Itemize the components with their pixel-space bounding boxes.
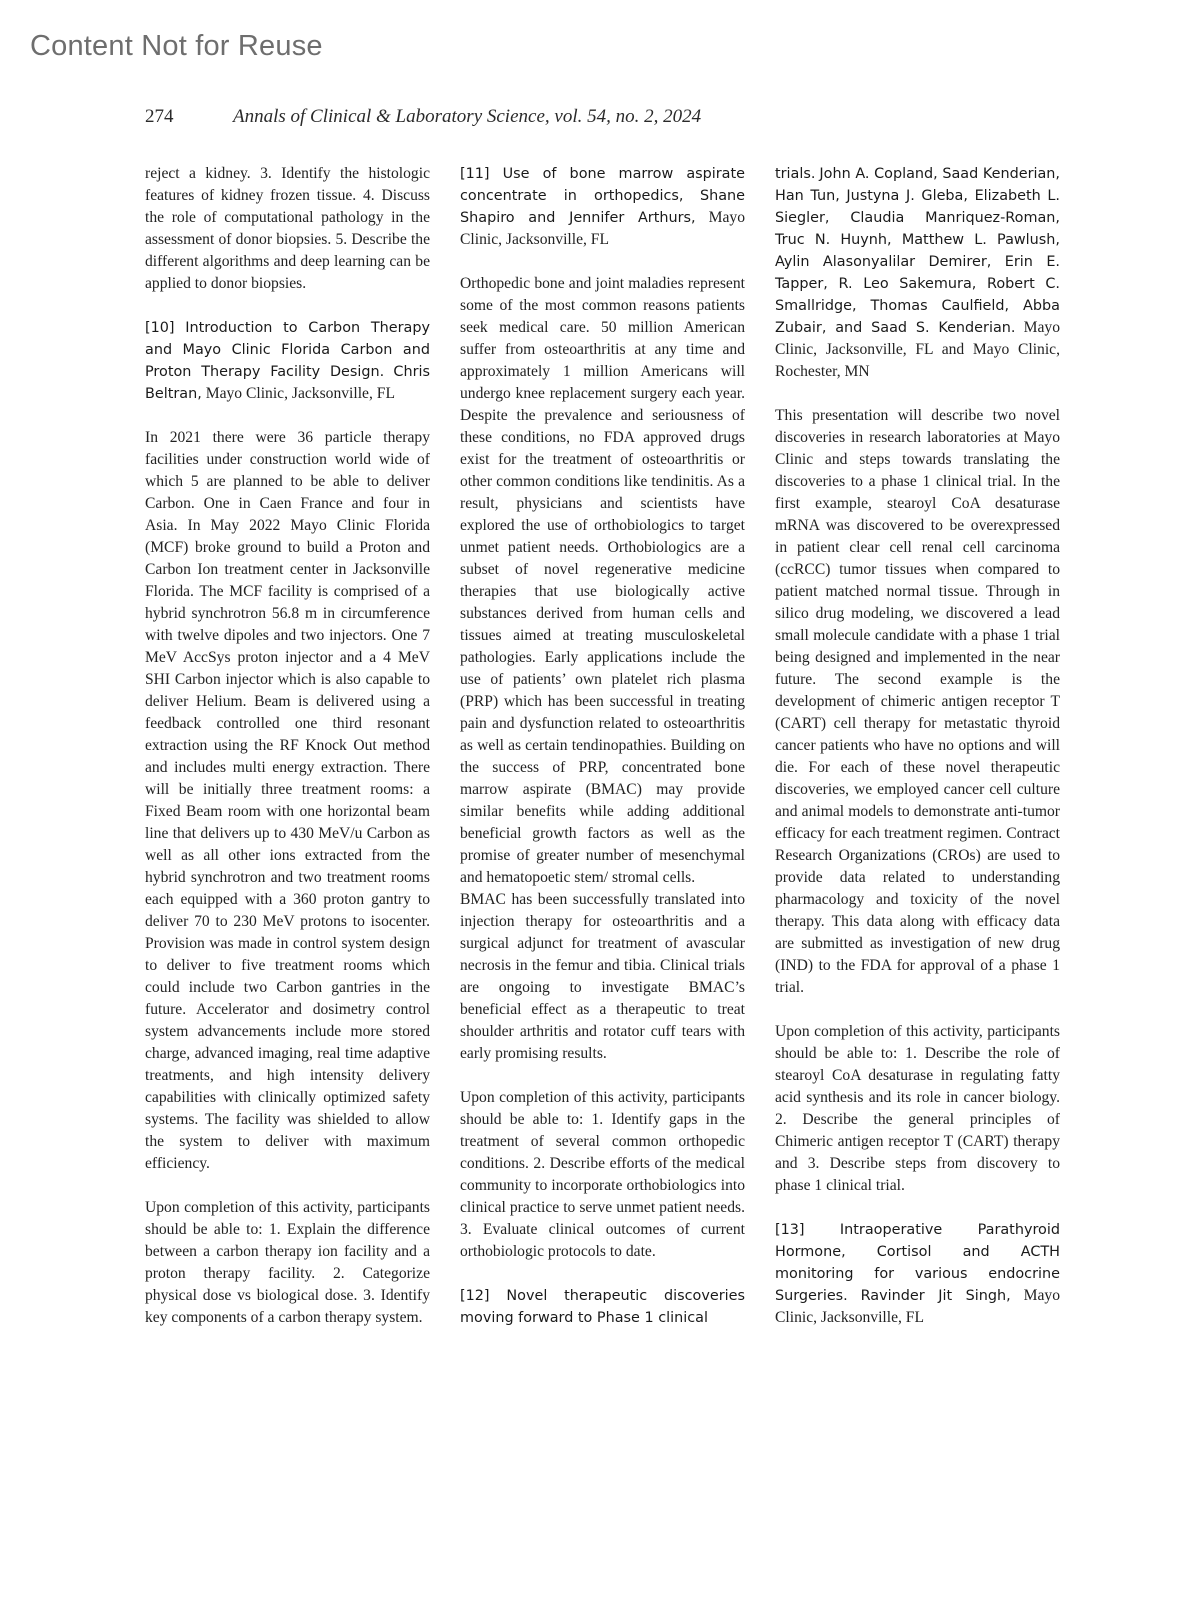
journal-title: Annals of Clinical & Laboratory Science, vol. 54, no. 2, 2024: [233, 106, 702, 127]
abstract-10-title: [10] Introduction to Carbon Therapy and Mayo Clinic Florida Carbon and Proton Therapy Facility Design.: [145, 320, 430, 380]
abstract-13-affiliation: Mayo Clinic, Jacksonville, FL: [775, 1287, 1060, 1326]
abstract-12-title-start: [12] Novel therapeutic discoveries moving forward to Phase 1 clinical: [460, 1288, 745, 1326]
abstract-11-objectives: Upon completion of this activity, participants should be able to: 1. Identify gaps in the treatment of several common orthopedic conditions. 2. Describe efforts of the medical community to incorporate orthobiologics into clinical practice to serve unmet patient needs. 3. Evaluate clinical outcomes of current orthobiologic protocols to date.: [460, 1089, 745, 1260]
abstract-13-heading: [775, 1219, 1060, 1329]
column-middle: [460, 163, 745, 1329]
running-header: [145, 106, 745, 128]
abstract-12-affiliation: Mayo Clinic, Jacksonville, FL and Mayo Clinic, Rochester, MN: [775, 319, 1060, 380]
abstract-10-body: In 2021 there were 36 particle therapy facilities under construction world wide of which 5 are planned to be able to deliver Carbon. One in Caen France and four in Asia. In May 2022 Mayo Clinic Florida (MCF) broke ground to build a Proton and Carbon Ion treatment center in Jacksonville Florida. The MCF facility is comprised of a hybrid synchrotron 56.8 m in circumference with twelve dipoles and two injectors. One 7 MeV AccSys proton injector and a 4 MeV SHI Carbon injector which is also capable to deliver Helium. Beam is delivered using a feedback controlled one third resonant extraction using the RF Knock Out method and includes multi energy extraction. There will be initially three treatment rooms: a Fixed Beam room with one horizontal beam line that delivers up to 430 MeV/u Carbon as well as all other ions extracted from the hybrid synchrotron and two treatment rooms each equipped with a 360 proton gantry to deliver 70 to 230 MeV protons to isocenter. Provision was made in control system design to deliver to five treatment rooms which could include two Carbon gantries in the future. Accelerator and dosimetry control system advancements include more stored charge, advanced imaging, real time adaptive treatments, and high intensity delivery capabilities with clinically optimized safety systems. The facility was shielded to allow the system to deliver with maximum efficiency.: [145, 429, 430, 1172]
abstract-10-authors: Chris Beltran,: [145, 364, 430, 402]
abstract-12-title-end: trials.: [775, 166, 816, 182]
abstract-12-authors: John A. Copland, Saad Kenderian, Han Tun, Justyna J. Gleba, Elizabeth L. Siegler, Claudia Manriquez-Roman, Truc N. Huynh, Matthew L. Pawlush, Aylin Alasonyalilar Demirer, Erin E. Tapper, R. Leo Sakemura, Robert C. Smallridge, Thomas Caulfield, Abba Zubair, and Saad S. Kenderian.: [775, 166, 1060, 336]
abstract-12-body: This presentation will describe two novel discoveries in research laboratories at Mayo Clinic and steps towards translating the discoveries to a phase 1 clinical trial. In the first example, stearoyl CoA desaturase mRNA was discovered to be overexpressed in patient clear cell renal cell carcinoma (ccRCC) tumor tissues when compared to patient matched normal tissue. Through in silico drug modeling, we discovered a lead small molecule candidate with a phase 1 trial being designed and implemented in the near future. The second example is the development of chimeric antigen receptor T (CART) cell therapy for metastatic thyroid cancer patients who have no options and will die. For each of these novel therapeutic discoveries, we employed cancer cell culture and animal models to demonstrate anti-tumor efficacy for each treatment regimen. Contract Research Organizations (CROs) are used to provide data related to understanding pharmacology and toxicity of the novel therapy. This data along with efficacy data are submitted as investigation of new drug (IND) to the FDA for approval of a phase 1 trial.: [775, 407, 1060, 996]
abstract-10-heading: [145, 317, 430, 405]
abstract-10-affiliation: Mayo Clinic, Jacksonville, FL: [205, 385, 395, 402]
abstract-11-affiliation: Mayo Clinic, Jacksonville, FL: [460, 209, 745, 248]
abstract-13-authors: Ravinder Jit Singh,: [860, 1288, 1011, 1304]
abstract-12-objectives: Upon completion of this activity, participants should be able to: 1. Describe the role of stearoyl CoA desaturase in regulating fatty acid synthesis and its role in cancer biology. 2. Describe the general principles of Chimeric antigen receptor T (CART) therapy and 3. Describe steps from discovery to phase 1 clinical trial.: [775, 1023, 1060, 1194]
abstract-11-heading: [460, 163, 745, 251]
column-right: [775, 163, 1060, 1329]
abstract-12-heading-end: [775, 163, 1060, 383]
abstract-12-heading-start: [460, 1285, 745, 1329]
watermark-text: Content Not for Reuse: [30, 30, 323, 62]
abstract-11-body-2: BMAC has been successfully translated into injection therapy for osteoarthritis and a surgical adjunct for treatment of avascular necrosis in the femur and tibia. Clinical trials are ongoing to investigate BMAC’s beneficial effect as a therapeutic to treat shoulder arthritis and rotator cuff tears with early promising results.: [460, 891, 745, 1062]
page-number: 274: [145, 106, 174, 127]
abstract-11-body-1: Orthopedic bone and joint maladies represent some of the most common reasons patients seek medical care. 50 million American suffer from osteoarthritis at any time and approximately 1 million Americans will undergo knee replacement surgery each year. Despite the prevalence and seriousness of these conditions, no FDA approved drugs exist for the treatment of osteoarthritis or other common conditions like tendinitis. As a result, physicians and scientists have explored the use of orthobiologics to target unmet patient needs. Orthobiologics are a subset of novel regenerative medicine therapies that use biologically active substances derived from human cells and tissues aimed at treating musculoskeletal pathologies. Early applications include the use of patients’ own platelet rich plasma (PRP) which has been successful in treating pain and dysfunction related to osteoarthritis as well as certain tendinopathies. Building on the success of PRP, concentrated bone marrow aspirate (BMAC) may provide similar benefits while adding additional beneficial growth factors as well as the promise of greater number of mesenchymal and hematopoetic stem/ stromal cells.: [460, 275, 745, 886]
abstract-11-title: [11] Use of bone marrow aspirate concentrate in orthopedics,: [460, 166, 745, 204]
column-left: [145, 163, 430, 1329]
abstract-9-objectives-continued: reject a kidney. 3. Identify the histologic features of kidney frozen tissue. 4. Discuss the role of computational pathology in the assessment of donor biopsies. 5. Describe the different algorithms and deep learning can be applied to donor biopsies.: [145, 165, 430, 292]
abstract-10-objectives: Upon completion of this activity, participants should be able to: 1. Explain the difference between a carbon therapy ion facility and a proton therapy facility. 2. Categorize physical dose vs biological dose. 3. Identify key components of a carbon therapy system.: [145, 1199, 430, 1326]
abstract-13-title: [13] Intraoperative Parathyroid Hormone, Cortisol and ACTH monitoring for various endocrine Surgeries.: [775, 1222, 1060, 1304]
abstract-11-authors: Shane Shapiro and Jennifer Arthurs,: [460, 188, 745, 226]
